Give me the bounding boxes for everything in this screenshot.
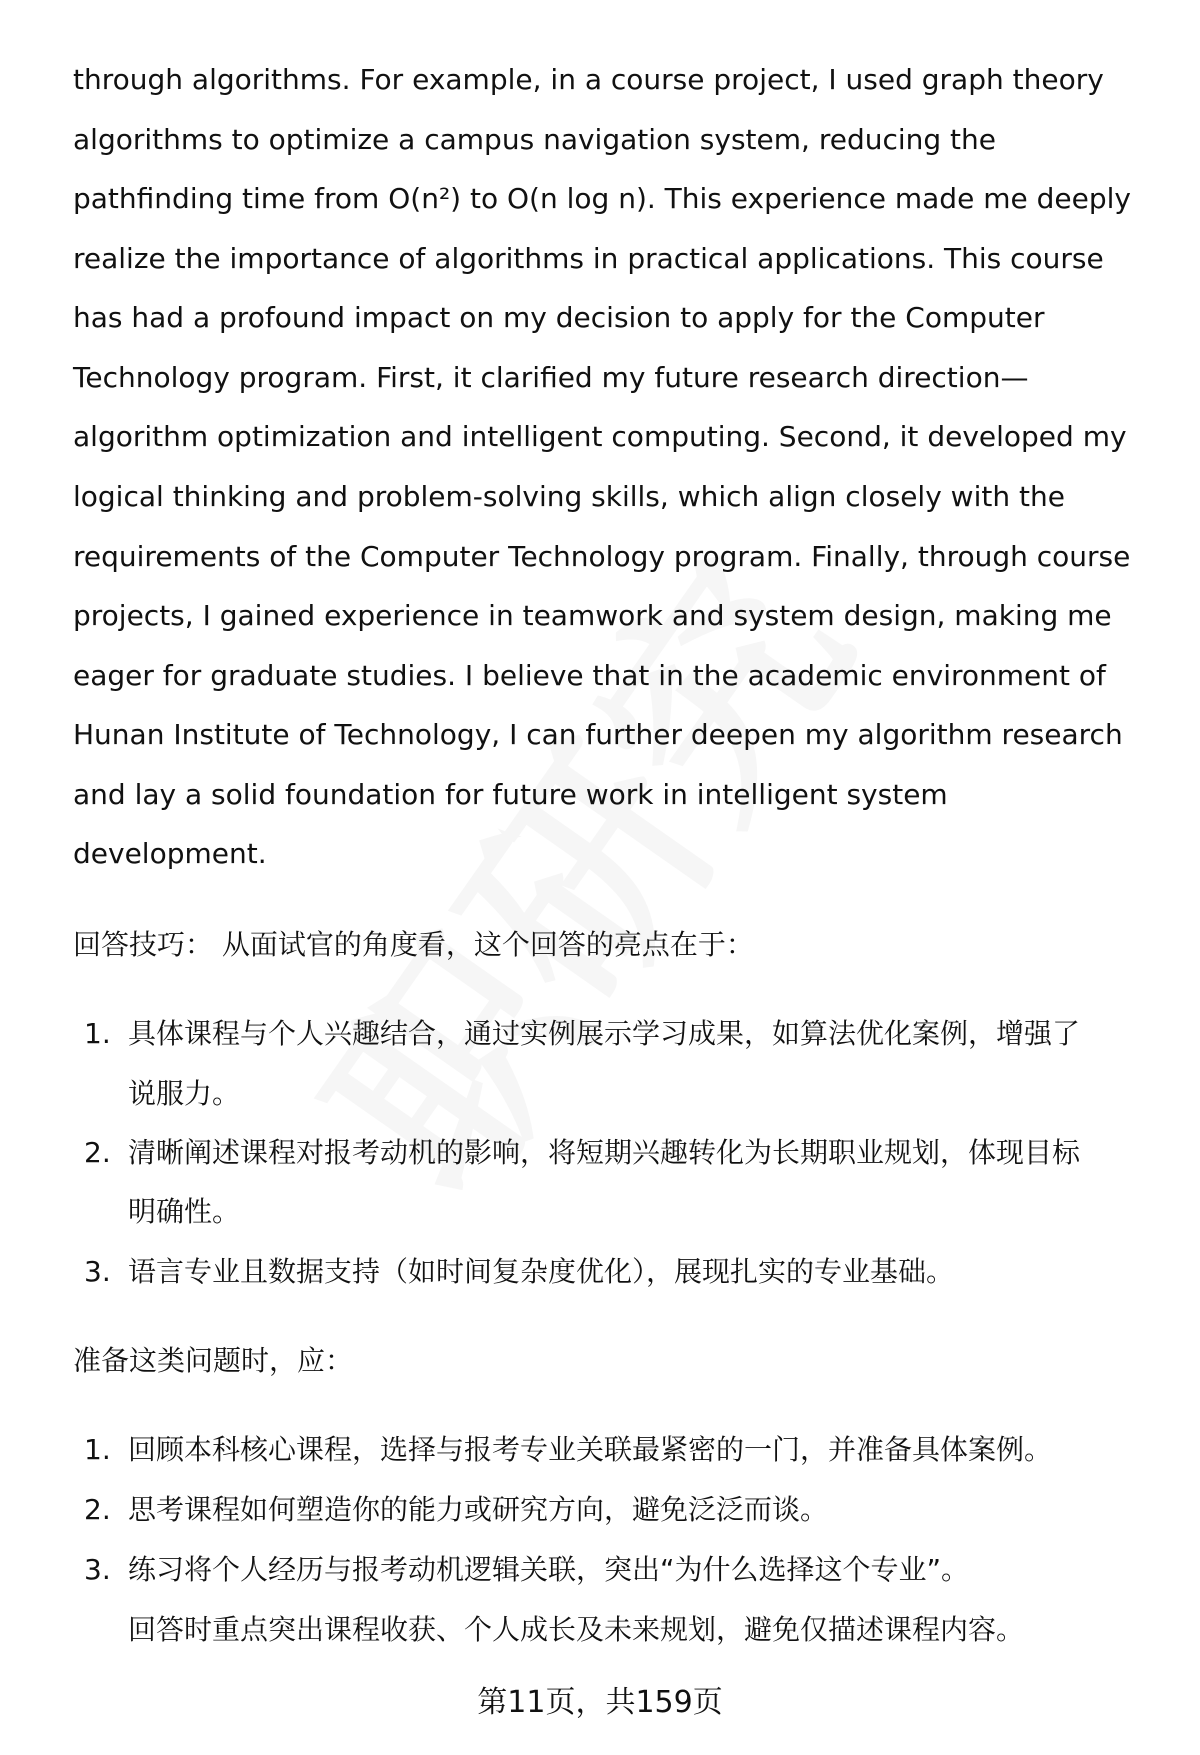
list-number: 1. [84,1017,111,1050]
list-number: 1. [84,1433,111,1466]
list-item: 回顾本科核心课程，选择与报考专业关联最紧密的一门，并准备具体案例。 [128,1433,1053,1466]
list-item: 思考课程如何塑造你的能力或研究方向，避免泛泛而谈。 [128,1493,829,1526]
prep-heading: 准备这类问题时，应： [73,1344,354,1377]
page-number-footer: 第11页，共159页 [477,1685,723,1720]
paragraph-line: Technology program. First, it clarified my future research direction— [73,361,1029,394]
list-item: 明确性。 [128,1195,241,1228]
paragraph-line: development. [73,837,267,870]
list-item: 语言专业且数据支持（如时间复杂度优化），展现扎实的专业基础。 [128,1255,955,1288]
paragraph-line: logical thinking and problem-solving skills, which align closely with the [73,480,1065,513]
paragraph-line: pathfinding time from O(n²) to O(n log n). This experience made me deeply [73,182,1131,215]
list-number: 3. [84,1255,111,1288]
paragraph-line: algorithms to optimize a campus navigation system, reducing the [73,123,997,156]
list-item: 练习将个人经历与报考动机逻辑关联，突出“为什么选择这个专业”。 [128,1553,970,1586]
paragraph-line: requirements of the Computer Technology program. Finally, through course [73,540,1131,573]
list-item: 清晰阐述课程对报考动机的影响，将短期兴趣转化为长期职业规划，体现目标 [128,1136,1081,1169]
paragraph-line: algorithm optimization and intelligent computing. Second, it developed my [73,420,1127,453]
list-item: 说服力。 [128,1077,241,1110]
paragraph-line: projects, I gained experience in teamwork and system design, making me [73,599,1112,632]
paragraph-line: and lay a solid foundation for future work in intelligent system [73,778,948,811]
list-number: 2. [84,1136,111,1169]
paragraph-line: has had a profound impact on my decision to apply for the Computer [73,301,1045,334]
tips-heading: 回答技巧： 从面试官的角度看，这个回答的亮点在于： [73,928,754,961]
paragraph-line: through algorithms. For example, in a course project, I used graph theory [73,63,1104,96]
paragraph-line: eager for graduate studies. I believe that in the academic environment of [73,659,1106,692]
list-number: 2. [84,1493,111,1526]
list-item: 回答时重点突出课程收获、个人成长及未来规划，避免仅描述课程内容。 [128,1613,1025,1646]
list-item: 具体课程与个人兴趣结合，通过实例展示学习成果，如算法优化案例，增强了 [128,1017,1081,1050]
paragraph-line: Hunan Institute of Technology, I can further deepen my algorithm research [73,718,1123,751]
paragraph-line: realize the importance of algorithms in practical applications. This course [73,242,1104,275]
list-number: 3. [84,1553,111,1586]
